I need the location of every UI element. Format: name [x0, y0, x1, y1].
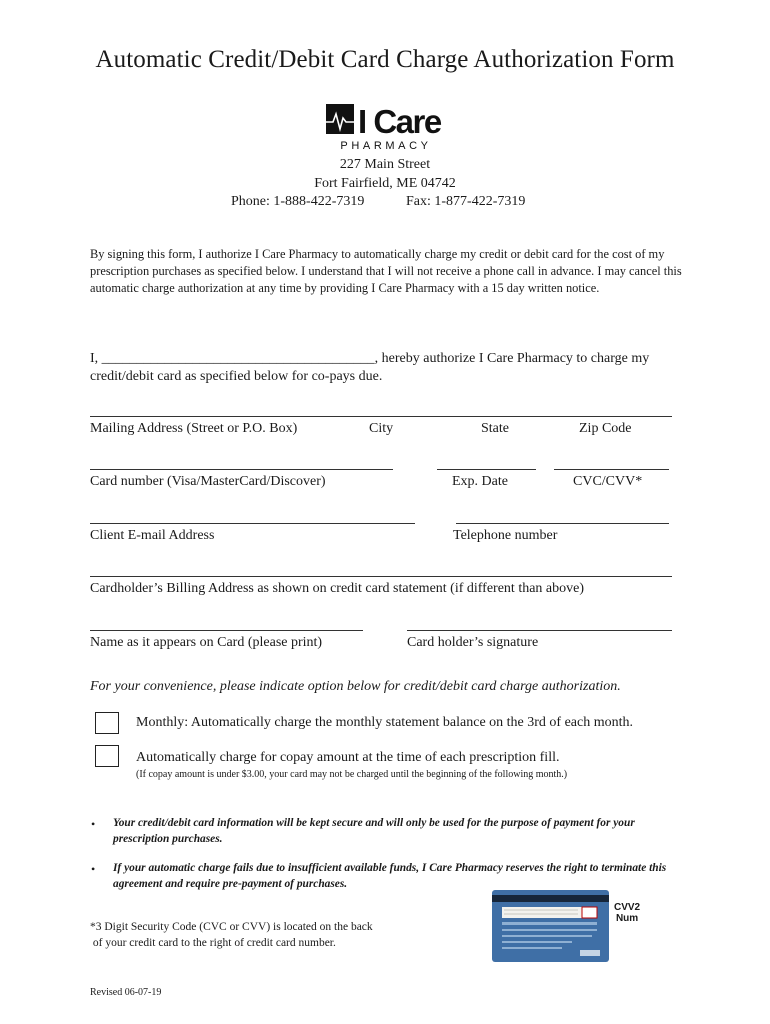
exp-date-label: Exp. Date: [452, 474, 508, 489]
address-street: 227 Main Street: [339, 157, 431, 172]
footnote-line-1: *3 Digit Security Code (CVC or CVV) is located on the back: [90, 921, 373, 933]
card-number-label: Card number (Visa/MasterCard/Discover): [90, 474, 326, 489]
address-city: Fort Fairfield, ME 04742: [314, 176, 456, 191]
monthly-option-label: Monthly: Automatically charge the monthly statement balance on the 3rd of each month.: [136, 715, 633, 730]
intro-paragraph: By signing this form, I authorize I Care Pharmacy to automatically charge my credit or debit card for the cost of my prescription purchases as specified below. I understand that I will not receive a phone call in advance. I may cancel this automatic charge authorization at any time by providing I Care Pharmacy with a 15 day written notice.: [90, 247, 682, 295]
bullet-1-text: Your credit/debit card information will be kept secure and will only be used for the purpose of payment for your prescription purchases.: [113, 817, 635, 845]
cvv2-label: CVV2: [614, 902, 641, 913]
address-phone: Phone: 1-888-422-7319: [231, 194, 365, 209]
bullet-2-text: If your automatic charge fails due to insufficient available funds, I Care Pharmacy reserves the right to terminate this agreement and require pre-payment of purchases.: [113, 862, 667, 890]
cvv2-callout: [614, 902, 640, 924]
logo-main-text: I Care: [358, 103, 441, 140]
authorization-prefix: I,: [90, 351, 99, 366]
security-code-footnote: [90, 919, 373, 951]
mailing-address-label: Mailing Address (Street or P.O. Box): [90, 421, 298, 436]
options-intro: For your convenience, please indicate option below for credit/debit card charge authorization.: [90, 679, 621, 694]
telephone-label: Telephone number: [453, 528, 558, 543]
billing-address-label: Cardholder’s Billing Address as shown on credit card statement (if different than above): [90, 581, 585, 596]
cvc-label: CVC/CVV*: [573, 474, 643, 489]
name-on-card-line[interactable]: [90, 630, 363, 631]
card-number-line[interactable]: [90, 469, 393, 470]
cvc-line[interactable]: [554, 469, 669, 470]
exp-date-line[interactable]: [437, 469, 536, 470]
monthly-checkbox[interactable]: [95, 712, 119, 734]
mailing-address-line[interactable]: [90, 416, 672, 417]
copay-checkbox[interactable]: [95, 745, 119, 767]
copay-option-label: Automatically charge for copay amount at the time of each prescription fill.: [136, 750, 560, 765]
bullet-1-marker: •: [91, 817, 96, 831]
i-care-pharmacy-logo: [324, 102, 449, 152]
cvv2-num-label: Num: [615, 913, 639, 924]
revised-date: Revised 06-07-19: [90, 987, 162, 998]
form-title: Automatic Credit/Debit Card Charge Authorization Form: [95, 46, 675, 73]
logo-sub-text: PHARMACY: [340, 140, 432, 152]
authorization-name-blank[interactable]: _______________________________________: [101, 351, 375, 366]
telephone-line[interactable]: [456, 523, 669, 524]
address-fax: Fax: 1-877-422-7319: [406, 194, 526, 209]
bullet-2-marker: •: [91, 862, 96, 876]
email-label: Client E-mail Address: [90, 528, 215, 543]
copay-note: (If copay amount is under $3.00, your card may not be charged until the beginning of the following month.): [136, 769, 568, 780]
signature-line[interactable]: [407, 630, 672, 631]
email-line[interactable]: [90, 523, 415, 524]
card-back-image: [492, 890, 609, 962]
authorization-suffix: , hereby authorize I Care Pharmacy to charge my credit/debit card as specified below for co-pays due.: [90, 351, 650, 384]
name-on-card-label: Name as it appears on Card (please print): [90, 635, 323, 650]
signature-label: Card holder’s signature: [407, 635, 539, 650]
authorization-statement: [90, 350, 690, 386]
zip-code-label: Zip Code: [579, 421, 632, 436]
state-label: State: [481, 421, 509, 436]
footnote-line-2: of your credit card to the right of credit card number.: [90, 937, 336, 949]
billing-address-line[interactable]: [90, 576, 672, 577]
city-label: City: [369, 421, 394, 436]
